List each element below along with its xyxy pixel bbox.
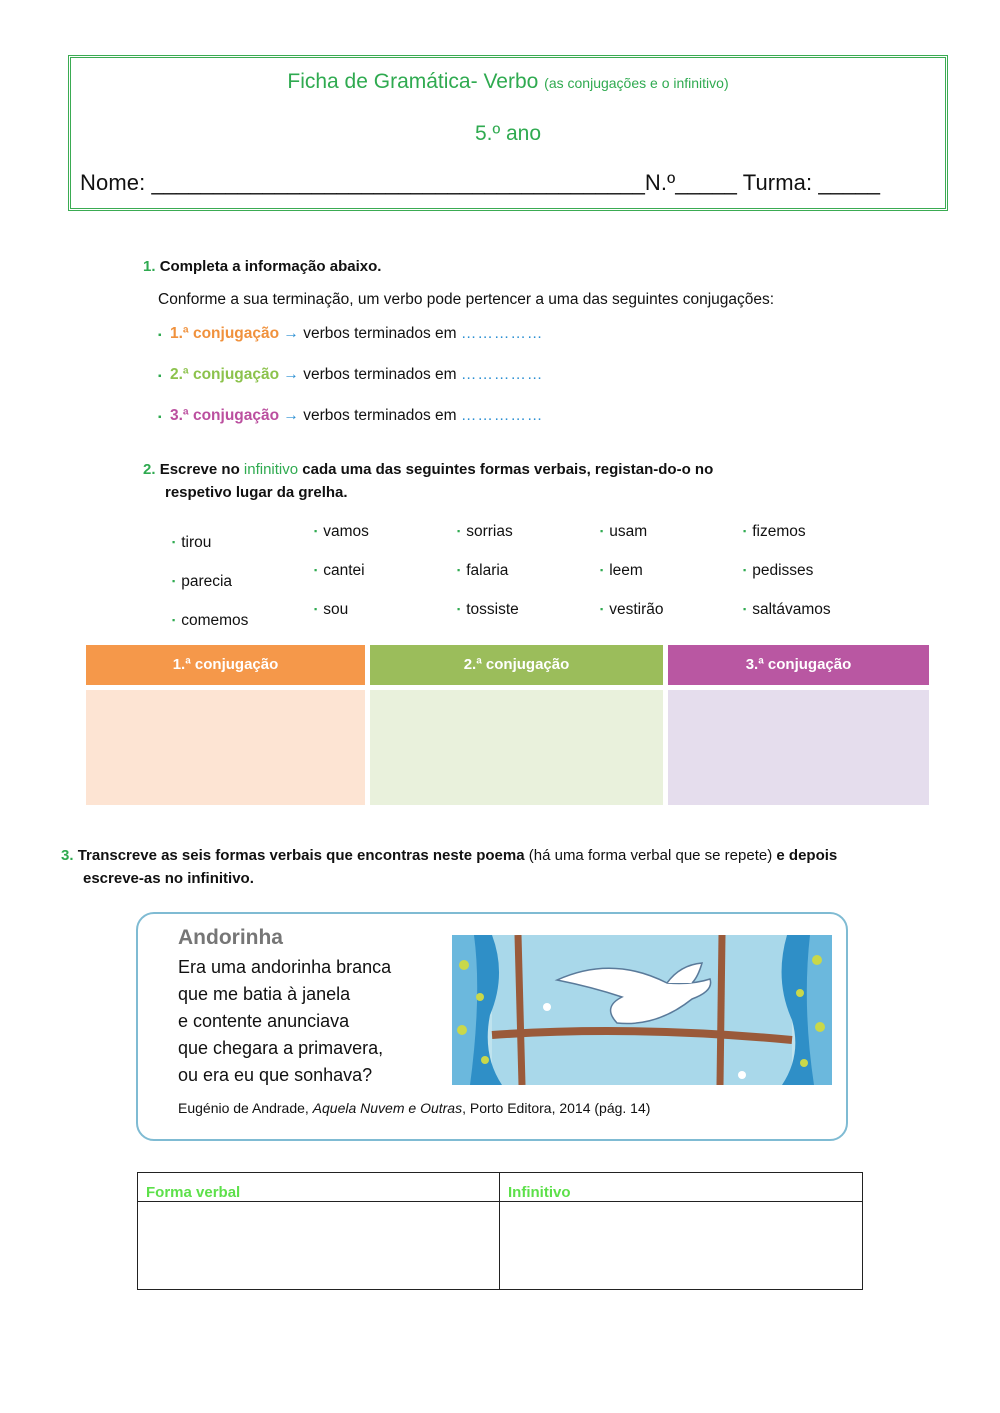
header-box: [68, 55, 948, 211]
title-note: (as conjugações e o infinitivo): [544, 75, 729, 91]
q2-instruction: 2. Escreve no infinitivo cada uma das seguintes formas verbais, registan-do-o no respetivo lugar da grelha.: [143, 461, 714, 501]
verb-word: ▪ tossiste: [457, 601, 519, 618]
conjugation-item-2: ▪ 2.ª conjugação → verbos terminados em ……………: [158, 366, 544, 383]
grid-cell-3[interactable]: [668, 690, 929, 805]
grade-label: 5.º ano: [474, 122, 542, 145]
verb-word: ▪ sorrias: [457, 523, 513, 540]
name-number-class-line[interactable]: Nome: ________________________________________N.º_____ Turma: _____: [80, 170, 881, 195]
verb-word: ▪ leem: [600, 562, 643, 579]
verb-word: ▪ cantei: [314, 562, 365, 579]
verb-word: ▪ pedisses: [743, 562, 814, 579]
table-header-infinitive: Infinitivo: [500, 1173, 863, 1202]
verb-word: ▪ vamos: [314, 523, 369, 540]
verb-word: ▪ parecia: [172, 573, 233, 590]
poem-citation: Eugénio de Andrade, Aquela Nuvem e Outras, Porto Editora, 2014 (pág. 14): [178, 1100, 651, 1116]
worksheet-title: Ficha de Gramática- Verbo (as conjugações e o infinitivo): [287, 70, 729, 93]
verb-word: ▪ comemos: [172, 612, 249, 629]
verb-word: ▪ falaria: [457, 562, 509, 579]
answer-cell-verb-form[interactable]: [138, 1202, 500, 1290]
grid-cell-1[interactable]: [86, 690, 365, 805]
answer-cell-infinitive[interactable]: [500, 1202, 863, 1290]
grid-cell-2[interactable]: [370, 690, 663, 805]
grid-header-3: 3.ª conjugação: [668, 645, 929, 685]
verb-word: ▪ usam: [600, 523, 648, 540]
q1-instruction: 1. Completa a informação abaixo.: [143, 258, 382, 275]
verb-word: ▪ vestirão: [600, 601, 664, 618]
answer-blank-3[interactable]: ……………: [460, 407, 544, 424]
table-header-verb-form: Forma verbal: [138, 1173, 500, 1202]
q1-intro: Conforme a sua terminação, um verbo pode pertencer a uma das seguintes conjugações:: [158, 291, 775, 308]
poem-line: e contente anunciava: [178, 1011, 350, 1031]
grid-header-2: 2.ª conjugação: [370, 645, 663, 685]
poem-line: Era uma andorinha branca: [178, 957, 392, 977]
poem-line: que chegara a primavera,: [178, 1038, 384, 1058]
swallow-window-illustration: [452, 935, 832, 1085]
q3-instruction: 3. Transcreve as seis formas verbais que encontras neste poema (há uma forma verbal que se repete) e depois escreve-as no infinitivo.: [61, 847, 838, 887]
poem-line: que me batia à janela: [178, 984, 351, 1004]
verb-word: ▪ sou: [314, 601, 349, 618]
answer-table: [137, 1172, 863, 1290]
answer-blank-2[interactable]: ……………: [460, 366, 544, 383]
verb-word: ▪ tirou: [172, 534, 212, 551]
poem-title: Andorinha: [178, 926, 283, 949]
verb-word: ▪ fizemos: [743, 523, 806, 540]
verb-word: ▪ saltávamos: [743, 601, 831, 618]
grid-header-1: 1.ª conjugação: [86, 645, 365, 685]
conjugation-item-1: ▪ 1.ª conjugação → verbos terminados em ……………: [158, 325, 544, 342]
poem-line: ou era eu que sonhava?: [178, 1065, 373, 1085]
answer-blank-1[interactable]: ……………: [460, 325, 544, 342]
conjugation-item-3: ▪ 3.ª conjugação → verbos terminados em ……………: [158, 407, 544, 424]
